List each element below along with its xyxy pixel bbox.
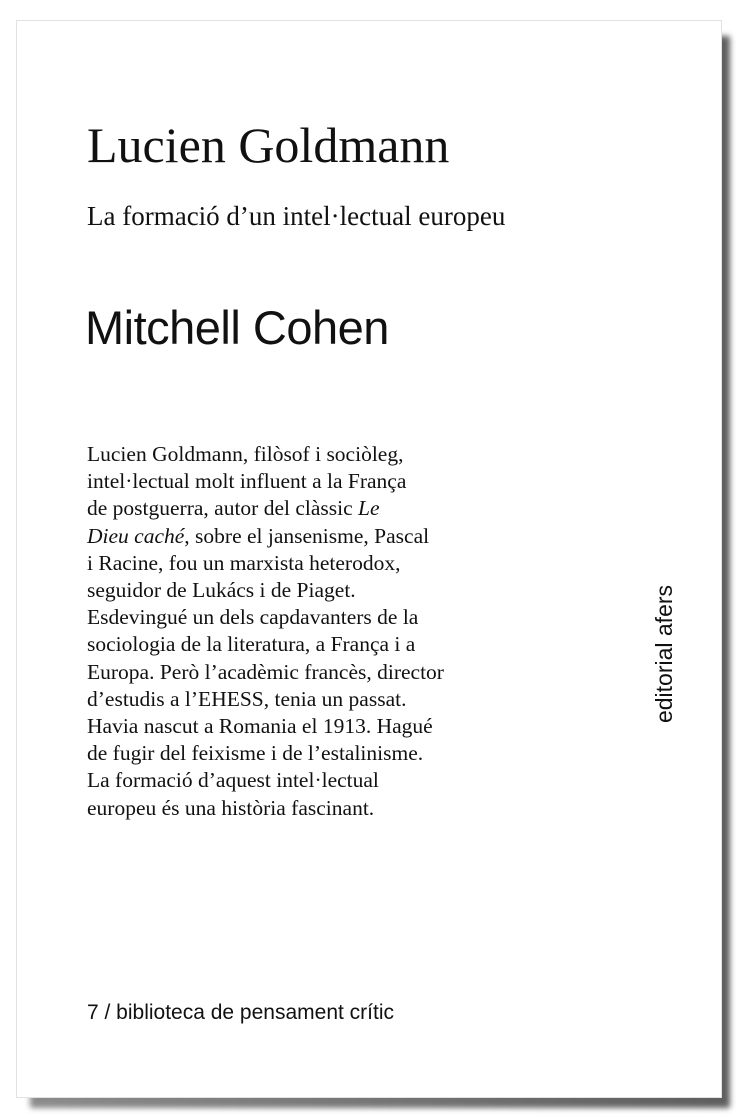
blurb-line [87,631,557,658]
book-subtitle: La formació d’un intel·lectual europeu [87,201,506,231]
blurb-line [87,523,557,550]
blurb-line [87,740,557,767]
blurb-text: seguidor de Lukács i de Piaget. [87,578,356,603]
book-title: Lucien Goldmann [87,117,450,173]
series-label: 7 / biblioteca de pensament crític [87,1001,395,1024]
blurb-line [87,795,557,822]
book-author: Mitchell Cohen [85,301,389,354]
blurb-line [87,713,557,740]
blurb-line [87,686,557,713]
blurb-text: Havia nascut a Romania el 1913. Hagué [87,714,433,739]
blurb-text: Europa. Però l’acadèmic francès, director [87,659,444,684]
blurb-text: La formació d’aquest intel·lectual [87,768,379,793]
blurb-line [87,604,557,631]
blurb-text: intel·lectual molt influent a la França [87,469,407,494]
blurb-text: i Racine, fou un marxista heterodox, [87,550,401,575]
book-cover [16,20,722,1098]
blurb-text: Esdevingué un dels capdavanters de la [87,605,419,630]
blurb-text: de fugir del feixisme i de l’estalinisme. [87,741,424,766]
book-blurb [87,441,557,822]
publisher-spine [644,569,684,739]
blurb-text: europeu és una història fascinant. [87,795,375,820]
blurb-text: Lucien Goldmann, filòsof i sociòleg, [87,442,404,466]
blurb-text: de postguerra, autor del clàssic [87,496,359,521]
blurb-line [87,550,557,577]
blurb-line [87,659,557,686]
blurb-line [87,441,557,468]
blurb-text: sociologia de la literatura, a França i a [87,632,416,657]
blurb-line [87,767,557,794]
blurb-text: d’estudis a l’EHESS, tenia un passat. [87,686,407,711]
blurb-text: , sobre el jansenisme, Pascal [184,523,430,548]
blurb-italic-text: Le [358,496,380,521]
blurb-line [87,495,557,522]
blurb-line [87,468,557,495]
blurb-italic-text: Dieu caché [87,523,185,548]
blurb-line [87,577,557,604]
publisher-name: editorial afers [651,584,677,724]
